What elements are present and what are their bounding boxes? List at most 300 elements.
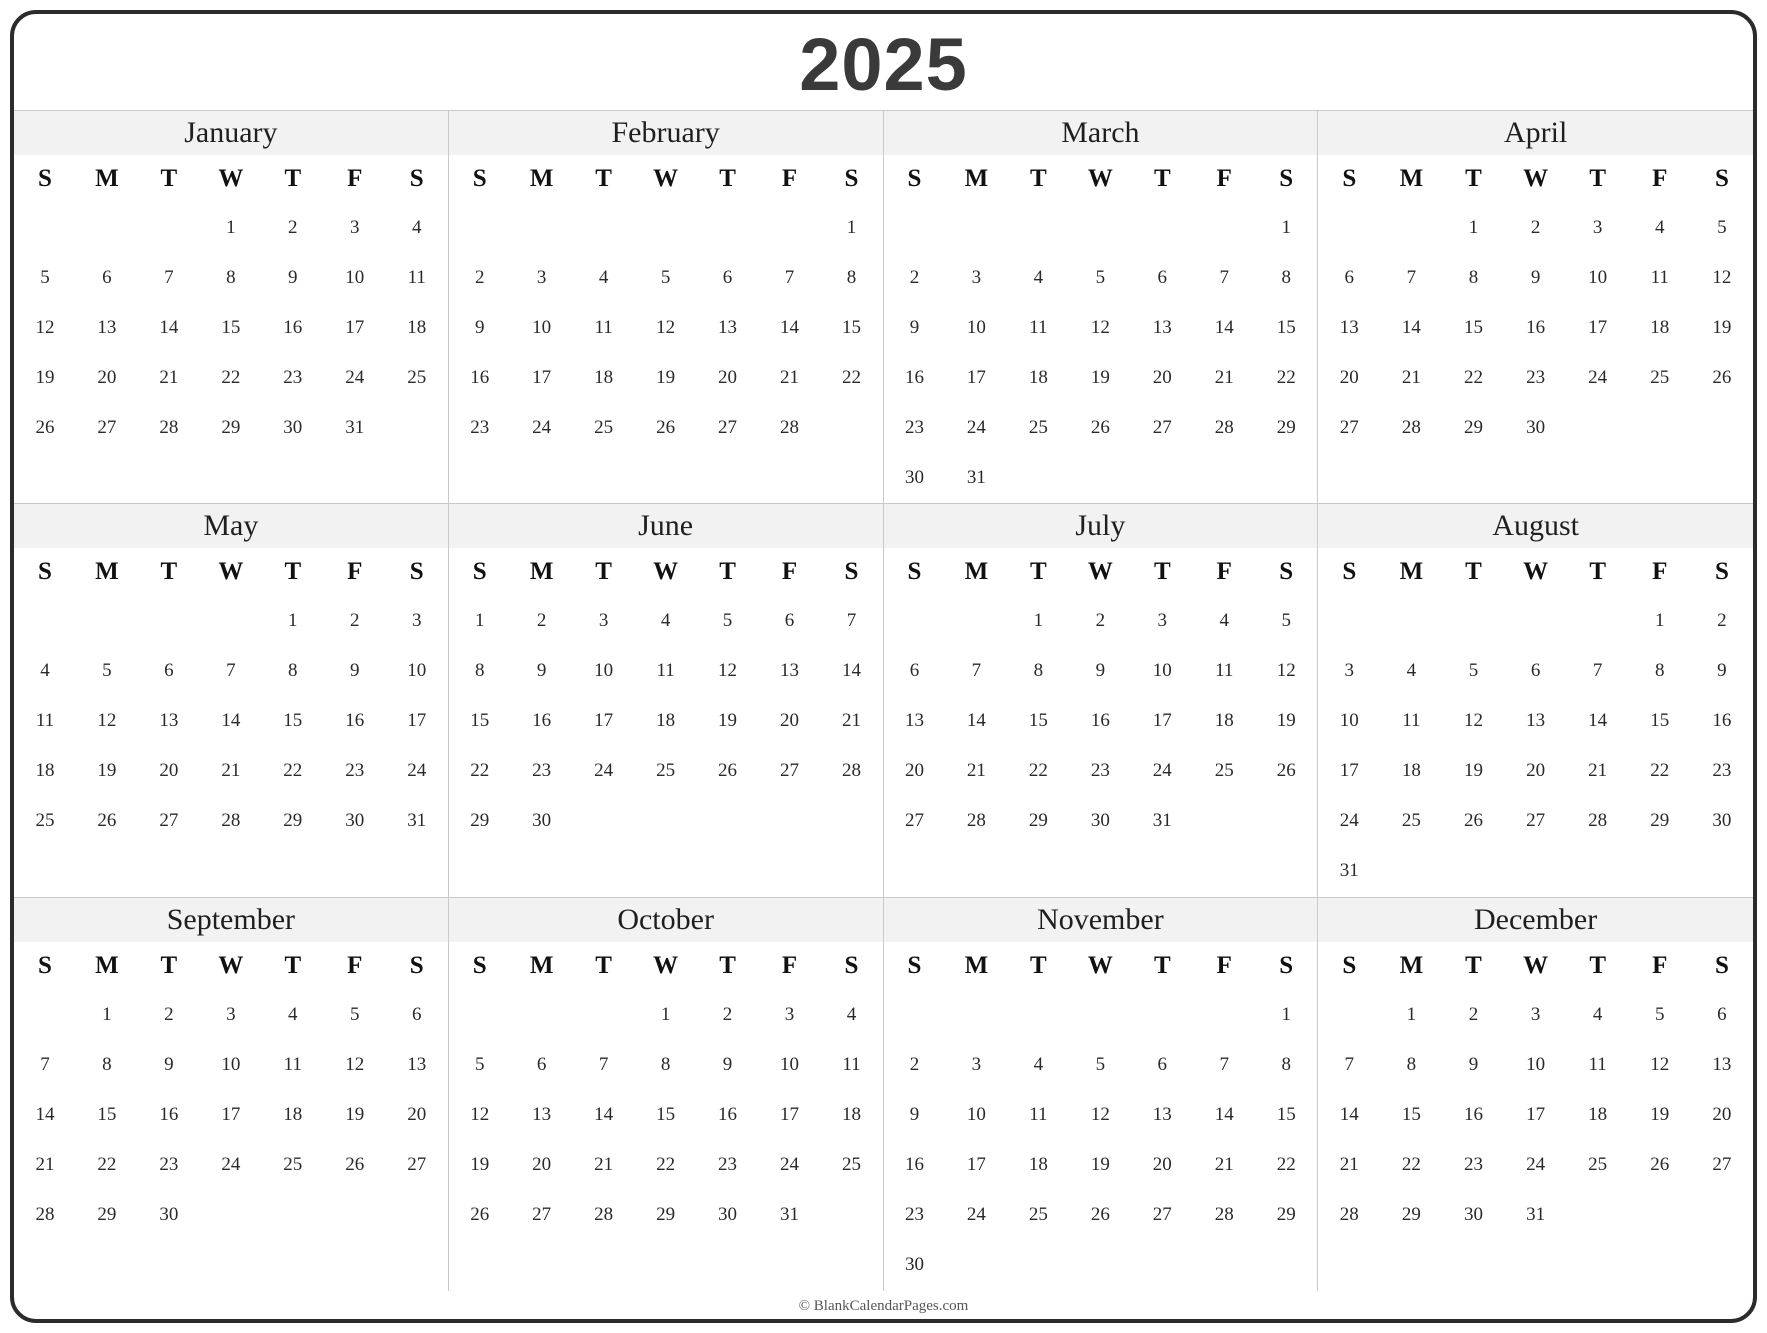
day-cell[interactable]: 16 — [1463, 1103, 1483, 1125]
day-cell[interactable]: 28 — [594, 1203, 614, 1225]
day-cell[interactable]: 10 — [966, 317, 986, 338]
day-cell[interactable]: 10 — [345, 267, 365, 288]
day-cell[interactable]: 30 — [904, 467, 924, 488]
day-cell[interactable]: 18 — [1028, 367, 1048, 388]
day-cell[interactable]: 17 — [1526, 1103, 1546, 1125]
day-cell[interactable]: 21 — [35, 1153, 55, 1175]
day-cell[interactable]: 8 — [288, 660, 298, 682]
day-cell[interactable]: 19 — [1712, 317, 1732, 338]
day-cell[interactable]: 18 — [1214, 710, 1234, 732]
day-cell[interactable]: 19 — [1276, 710, 1296, 732]
day-cell[interactable]: 26 — [345, 1153, 365, 1175]
day-cell[interactable]: 14 — [1214, 1103, 1234, 1125]
day-cell[interactable]: 22 — [1463, 367, 1483, 388]
day-cell[interactable]: 30 — [1090, 810, 1110, 832]
day-cell[interactable]: 27 — [779, 760, 799, 782]
day-cell[interactable]: 17 — [221, 1103, 241, 1125]
day-cell[interactable]: 6 — [1157, 1053, 1168, 1075]
day-cell[interactable]: 19 — [35, 367, 55, 388]
day-cell[interactable]: 8 — [660, 1053, 671, 1075]
day-cell[interactable]: 12 — [1276, 660, 1296, 682]
day-cell[interactable]: 23 — [718, 1153, 738, 1175]
day-cell[interactable]: 29 — [1463, 417, 1483, 438]
day-cell[interactable]: 4 — [660, 610, 671, 632]
day-cell[interactable]: 16 — [345, 710, 365, 732]
day-cell[interactable]: 3 — [1157, 610, 1168, 632]
day-cell[interactable]: 13 — [532, 1103, 552, 1125]
day-cell[interactable]: 11 — [1029, 1103, 1048, 1125]
day-cell[interactable]: 17 — [1152, 710, 1172, 732]
day-cell[interactable]: 19 — [1463, 760, 1483, 782]
day-cell[interactable]: 21 — [1214, 1153, 1234, 1175]
day-cell[interactable]: 20 — [1712, 1103, 1732, 1125]
day-cell[interactable]: 7 — [1219, 1053, 1229, 1075]
day-cell[interactable]: 9 — [909, 1103, 920, 1125]
day-cell[interactable]: 4 — [1406, 660, 1417, 682]
day-cell[interactable]: 28 — [966, 810, 986, 832]
day-cell[interactable]: 20 — [1152, 1153, 1172, 1175]
day-cell[interactable]: 6 — [1157, 267, 1168, 288]
day-cell[interactable]: 2 — [536, 610, 547, 632]
day-cell[interactable]: 24 — [407, 760, 427, 782]
day-cell[interactable]: 23 — [532, 760, 552, 782]
day-cell[interactable]: 20 — [904, 760, 924, 782]
day-cell[interactable]: 9 — [1717, 660, 1727, 682]
day-cell[interactable]: 10 — [1526, 1053, 1546, 1075]
day-cell[interactable]: 15 — [1028, 710, 1048, 732]
day-cell[interactable]: 8 — [102, 1053, 112, 1075]
day-cell[interactable]: 13 — [1339, 317, 1359, 338]
day-cell[interactable]: 11 — [407, 267, 426, 288]
day-cell[interactable]: 29 — [97, 1203, 117, 1225]
day-cell[interactable]: 3 — [226, 1003, 236, 1025]
day-cell[interactable]: 22 — [1276, 1153, 1296, 1175]
day-cell[interactable]: 2 — [909, 267, 920, 288]
day-cell[interactable]: 17 — [966, 1153, 986, 1175]
day-cell[interactable]: 18 — [656, 710, 676, 732]
day-cell[interactable]: 14 — [841, 660, 861, 682]
day-cell[interactable]: 31 — [779, 1203, 799, 1225]
day-cell[interactable]: 26 — [1090, 417, 1110, 438]
day-cell[interactable]: 15 — [221, 317, 241, 338]
day-cell[interactable]: 29 — [470, 810, 490, 832]
day-cell[interactable]: 14 — [35, 1103, 55, 1125]
day-cell[interactable]: 3 — [971, 267, 982, 288]
day-cell[interactable]: 14 — [779, 317, 799, 338]
day-cell[interactable]: 17 — [779, 1103, 799, 1125]
day-cell[interactable]: 19 — [345, 1103, 365, 1125]
day-cell[interactable]: 10 — [594, 660, 614, 682]
day-cell[interactable]: 10 — [966, 1103, 986, 1125]
day-cell[interactable]: 3 — [1530, 1003, 1541, 1025]
day-cell[interactable]: 23 — [283, 367, 303, 388]
day-cell[interactable]: 18 — [1028, 1153, 1048, 1175]
day-cell[interactable]: 19 — [1090, 1153, 1110, 1175]
day-cell[interactable]: 5 — [1095, 267, 1106, 288]
day-cell[interactable]: 14 — [1214, 317, 1234, 338]
day-cell[interactable]: 2 — [1717, 610, 1727, 632]
day-cell[interactable]: 15 — [1276, 317, 1296, 338]
day-cell[interactable]: 8 — [1406, 1053, 1417, 1075]
day-cell[interactable]: 1 — [288, 610, 298, 632]
day-cell[interactable]: 1 — [226, 217, 236, 238]
day-cell[interactable]: 14 — [1339, 1103, 1359, 1125]
day-cell[interactable]: 2 — [1095, 610, 1106, 632]
day-cell[interactable]: 19 — [1650, 1103, 1670, 1125]
day-cell[interactable]: 11 — [1029, 317, 1048, 338]
day-cell[interactable]: 16 — [159, 1103, 179, 1125]
day-cell[interactable]: 23 — [1463, 1153, 1483, 1175]
day-cell[interactable]: 12 — [1463, 710, 1483, 732]
day-cell[interactable]: 4 — [1219, 610, 1229, 632]
day-cell[interactable]: 29 — [1401, 1203, 1421, 1225]
day-cell[interactable]: 14 — [1401, 317, 1421, 338]
day-cell[interactable]: 8 — [1468, 267, 1479, 288]
day-cell[interactable]: 1 — [102, 1003, 112, 1025]
day-cell[interactable]: 4 — [1033, 1053, 1044, 1075]
day-cell[interactable]: 19 — [718, 710, 738, 732]
day-cell[interactable]: 2 — [288, 217, 298, 238]
day-cell[interactable]: 29 — [1276, 417, 1296, 438]
day-cell[interactable]: 1 — [474, 610, 485, 632]
day-cell[interactable]: 3 — [784, 1003, 795, 1025]
day-cell[interactable]: 30 — [1463, 1203, 1483, 1225]
day-cell[interactable]: 9 — [1468, 1053, 1479, 1075]
day-cell[interactable]: 11 — [594, 317, 613, 338]
day-cell[interactable]: 28 — [35, 1203, 55, 1225]
day-cell[interactable]: 5 — [40, 267, 50, 288]
day-cell[interactable]: 22 — [470, 760, 490, 782]
day-cell[interactable]: 29 — [1028, 810, 1048, 832]
day-cell[interactable]: 28 — [159, 417, 179, 438]
day-cell[interactable]: 31 — [1339, 860, 1359, 882]
day-cell[interactable]: 13 — [1712, 1053, 1732, 1075]
day-cell[interactable]: 28 — [841, 760, 861, 782]
day-cell[interactable]: 23 — [1526, 367, 1546, 388]
day-cell[interactable]: 6 — [1530, 660, 1541, 682]
day-cell[interactable]: 27 — [532, 1203, 552, 1225]
day-cell[interactable]: 14 — [966, 710, 986, 732]
day-cell[interactable]: 17 — [966, 367, 986, 388]
day-cell[interactable]: 18 — [35, 760, 55, 782]
day-cell[interactable]: 29 — [221, 417, 241, 438]
day-cell[interactable]: 26 — [718, 760, 738, 782]
day-cell[interactable]: 8 — [474, 660, 485, 682]
day-cell[interactable]: 27 — [1152, 1203, 1172, 1225]
day-cell[interactable]: 6 — [784, 610, 795, 632]
day-cell[interactable]: 17 — [345, 317, 365, 338]
day-cell[interactable]: 18 — [283, 1103, 303, 1125]
day-cell[interactable]: 21 — [966, 760, 986, 782]
day-cell[interactable]: 8 — [226, 267, 236, 288]
day-cell[interactable]: 16 — [470, 367, 490, 388]
day-cell[interactable]: 20 — [1526, 760, 1546, 782]
day-cell[interactable]: 15 — [97, 1103, 117, 1125]
day-cell[interactable]: 3 — [536, 267, 547, 288]
day-cell[interactable]: 27 — [718, 417, 738, 438]
day-cell[interactable]: 7 — [1406, 267, 1417, 288]
day-cell[interactable]: 31 — [1526, 1203, 1546, 1225]
day-cell[interactable]: 23 — [159, 1153, 179, 1175]
day-cell[interactable]: 30 — [159, 1203, 179, 1225]
day-cell[interactable]: 25 — [35, 810, 55, 832]
day-cell[interactable]: 21 — [159, 367, 179, 388]
day-cell[interactable]: 5 — [349, 1003, 360, 1025]
day-cell[interactable]: 3 — [1344, 660, 1355, 682]
day-cell[interactable]: 13 — [1152, 1103, 1172, 1125]
day-cell[interactable]: 30 — [718, 1203, 738, 1225]
day-cell[interactable]: 1 — [660, 1003, 671, 1025]
day-cell[interactable]: 18 — [407, 317, 427, 338]
day-cell[interactable]: 3 — [598, 610, 609, 632]
day-cell[interactable]: 30 — [1712, 810, 1732, 832]
day-cell[interactable]: 2 — [349, 610, 360, 632]
day-cell[interactable]: 3 — [349, 217, 360, 238]
day-cell[interactable]: 7 — [971, 660, 982, 682]
day-cell[interactable]: 12 — [1090, 317, 1110, 338]
day-cell[interactable]: 15 — [283, 710, 303, 732]
day-cell[interactable]: 5 — [1655, 1003, 1665, 1025]
day-cell[interactable]: 21 — [1401, 367, 1421, 388]
day-cell[interactable]: 11 — [656, 660, 675, 682]
day-cell[interactable]: 1 — [1281, 217, 1291, 238]
day-cell[interactable]: 28 — [1401, 417, 1421, 438]
day-cell[interactable]: 24 — [1526, 1153, 1546, 1175]
day-cell[interactable]: 23 — [1090, 760, 1110, 782]
day-cell[interactable]: 20 — [779, 710, 799, 732]
day-cell[interactable]: 26 — [35, 417, 55, 438]
day-cell[interactable]: 20 — [407, 1103, 427, 1125]
day-cell[interactable]: 22 — [1276, 367, 1296, 388]
day-cell[interactable]: 18 — [1588, 1103, 1608, 1125]
day-cell[interactable]: 6 — [909, 660, 920, 682]
day-cell[interactable]: 8 — [1655, 660, 1665, 682]
day-cell[interactable]: 15 — [1401, 1103, 1421, 1125]
day-cell[interactable]: 30 — [904, 1253, 924, 1275]
day-cell[interactable]: 17 — [1339, 760, 1359, 782]
day-cell[interactable]: 15 — [656, 1103, 676, 1125]
day-cell[interactable]: 5 — [474, 1053, 485, 1075]
day-cell[interactable]: 2 — [1468, 1003, 1479, 1025]
day-cell[interactable]: 18 — [594, 367, 614, 388]
day-cell[interactable]: 26 — [1650, 1153, 1670, 1175]
day-cell[interactable]: 25 — [1588, 1153, 1608, 1175]
day-cell[interactable]: 4 — [1655, 217, 1665, 238]
day-cell[interactable]: 9 — [1530, 267, 1541, 288]
day-cell[interactable]: 1 — [1655, 610, 1665, 632]
day-cell[interactable]: 27 — [97, 417, 117, 438]
day-cell[interactable]: 26 — [656, 417, 676, 438]
day-cell[interactable]: 9 — [349, 660, 360, 682]
day-cell[interactable]: 3 — [411, 610, 422, 632]
day-cell[interactable]: 26 — [1463, 810, 1483, 832]
day-cell[interactable]: 5 — [102, 660, 112, 682]
day-cell[interactable]: 24 — [1152, 760, 1172, 782]
day-cell[interactable]: 28 — [1339, 1203, 1359, 1225]
day-cell[interactable]: 12 — [718, 660, 738, 682]
day-cell[interactable]: 1 — [1406, 1003, 1417, 1025]
day-cell[interactable]: 26 — [97, 810, 117, 832]
day-cell[interactable]: 16 — [1526, 317, 1546, 338]
day-cell[interactable]: 6 — [102, 267, 112, 288]
day-cell[interactable]: 22 — [1650, 760, 1670, 782]
day-cell[interactable]: 25 — [841, 1153, 861, 1175]
day-cell[interactable]: 22 — [283, 760, 303, 782]
day-cell[interactable]: 25 — [656, 760, 676, 782]
day-cell[interactable]: 22 — [656, 1153, 676, 1175]
day-cell[interactable]: 19 — [1090, 367, 1110, 388]
day-cell[interactable]: 28 — [1588, 810, 1608, 832]
day-cell[interactable]: 8 — [846, 267, 857, 288]
day-cell[interactable]: 30 — [345, 810, 365, 832]
day-cell[interactable]: 16 — [904, 1153, 924, 1175]
day-cell[interactable]: 24 — [532, 417, 552, 438]
day-cell[interactable]: 12 — [1712, 267, 1732, 288]
day-cell[interactable]: 6 — [536, 1053, 547, 1075]
day-cell[interactable]: 20 — [97, 367, 117, 388]
day-cell[interactable]: 2 — [164, 1003, 174, 1025]
day-cell[interactable]: 13 — [779, 660, 799, 682]
day-cell[interactable]: 2 — [722, 1003, 733, 1025]
day-cell[interactable]: 7 — [1344, 1053, 1355, 1075]
day-cell[interactable]: 6 — [1717, 1003, 1727, 1025]
day-cell[interactable]: 4 — [598, 267, 609, 288]
day-cell[interactable]: 29 — [1650, 810, 1670, 832]
day-cell[interactable]: 27 — [159, 810, 179, 832]
day-cell[interactable]: 7 — [40, 1053, 50, 1075]
day-cell[interactable]: 12 — [97, 710, 117, 732]
day-cell[interactable]: 12 — [656, 317, 676, 338]
day-cell[interactable]: 18 — [841, 1103, 861, 1125]
day-cell[interactable]: 24 — [594, 760, 614, 782]
day-cell[interactable]: 7 — [1219, 267, 1229, 288]
day-cell[interactable]: 12 — [1090, 1103, 1110, 1125]
day-cell[interactable]: 14 — [159, 317, 179, 338]
day-cell[interactable]: 24 — [966, 417, 986, 438]
day-cell[interactable]: 24 — [779, 1153, 799, 1175]
day-cell[interactable]: 7 — [846, 610, 857, 632]
day-cell[interactable]: 17 — [594, 710, 614, 732]
day-cell[interactable]: 30 — [283, 417, 303, 438]
day-cell[interactable]: 7 — [226, 660, 236, 682]
day-cell[interactable]: 12 — [345, 1053, 365, 1075]
day-cell[interactable]: 5 — [1717, 217, 1727, 238]
day-cell[interactable]: 13 — [1526, 710, 1546, 732]
day-cell[interactable]: 10 — [779, 1053, 799, 1075]
day-cell[interactable]: 25 — [1028, 1203, 1048, 1225]
day-cell[interactable]: 2 — [1530, 217, 1541, 238]
day-cell[interactable]: 13 — [159, 710, 179, 732]
day-cell[interactable]: 11 — [1650, 267, 1669, 288]
day-cell[interactable]: 31 — [345, 417, 365, 438]
day-cell[interactable]: 14 — [1588, 710, 1608, 732]
day-cell[interactable]: 25 — [1650, 367, 1670, 388]
day-cell[interactable]: 10 — [1152, 660, 1172, 682]
day-cell[interactable]: 6 — [411, 1003, 422, 1025]
day-cell[interactable]: 29 — [656, 1203, 676, 1225]
day-cell[interactable]: 20 — [1339, 367, 1359, 388]
day-cell[interactable]: 15 — [470, 710, 490, 732]
day-cell[interactable]: 29 — [1276, 1203, 1296, 1225]
day-cell[interactable]: 22 — [1401, 1153, 1421, 1175]
day-cell[interactable]: 15 — [1463, 317, 1483, 338]
day-cell[interactable]: 16 — [718, 1103, 738, 1125]
day-cell[interactable]: 21 — [1214, 367, 1234, 388]
day-cell[interactable]: 25 — [1401, 810, 1421, 832]
day-cell[interactable]: 20 — [159, 760, 179, 782]
day-cell[interactable]: 10 — [1339, 710, 1359, 732]
day-cell[interactable]: 21 — [841, 710, 861, 732]
day-cell[interactable]: 14 — [221, 710, 241, 732]
day-cell[interactable]: 11 — [35, 710, 55, 732]
day-cell[interactable]: 9 — [722, 1053, 733, 1075]
day-cell[interactable]: 16 — [532, 710, 552, 732]
day-cell[interactable]: 25 — [1028, 417, 1048, 438]
day-cell[interactable]: 2 — [474, 267, 485, 288]
day-cell[interactable]: 23 — [904, 417, 924, 438]
day-cell[interactable]: 29 — [283, 810, 303, 832]
day-cell[interactable]: 19 — [656, 367, 676, 388]
day-cell[interactable]: 7 — [784, 267, 795, 288]
day-cell[interactable]: 26 — [1090, 1203, 1110, 1225]
day-cell[interactable]: 28 — [1214, 417, 1234, 438]
day-cell[interactable]: 15 — [1276, 1103, 1296, 1125]
day-cell[interactable]: 27 — [1339, 417, 1359, 438]
day-cell[interactable]: 26 — [1712, 367, 1732, 388]
day-cell[interactable]: 28 — [779, 417, 799, 438]
day-cell[interactable]: 27 — [407, 1153, 427, 1175]
day-cell[interactable]: 31 — [1152, 810, 1172, 832]
day-cell[interactable]: 11 — [1402, 710, 1421, 732]
day-cell[interactable]: 23 — [1712, 760, 1732, 782]
day-cell[interactable]: 12 — [35, 317, 55, 338]
day-cell[interactable]: 26 — [1276, 760, 1296, 782]
day-cell[interactable]: 16 — [283, 317, 303, 338]
day-cell[interactable]: 25 — [594, 417, 614, 438]
day-cell[interactable]: 30 — [532, 810, 552, 832]
day-cell[interactable]: 8 — [1033, 660, 1044, 682]
day-cell[interactable]: 20 — [1152, 367, 1172, 388]
day-cell[interactable]: 17 — [532, 367, 552, 388]
day-cell[interactable]: 31 — [966, 467, 986, 488]
day-cell[interactable]: 22 — [841, 367, 861, 388]
day-cell[interactable]: 13 — [904, 710, 924, 732]
day-cell[interactable]: 27 — [1712, 1153, 1732, 1175]
day-cell[interactable]: 31 — [407, 810, 427, 832]
day-cell[interactable]: 1 — [1281, 1003, 1291, 1025]
day-cell[interactable]: 6 — [164, 660, 174, 682]
day-cell[interactable]: 26 — [470, 1203, 490, 1225]
day-cell[interactable]: 15 — [841, 317, 861, 338]
day-cell[interactable]: 22 — [1028, 760, 1048, 782]
day-cell[interactable]: 4 — [40, 660, 50, 682]
day-cell[interactable]: 27 — [1152, 417, 1172, 438]
day-cell[interactable]: 14 — [594, 1103, 614, 1125]
day-cell[interactable]: 24 — [1339, 810, 1359, 832]
day-cell[interactable]: 6 — [722, 267, 733, 288]
day-cell[interactable]: 1 — [1033, 610, 1044, 632]
day-cell[interactable]: 28 — [221, 810, 241, 832]
day-cell[interactable]: 16 — [904, 367, 924, 388]
day-cell[interactable]: 23 — [470, 417, 490, 438]
day-cell[interactable]: 1 — [846, 217, 857, 238]
day-cell[interactable]: 21 — [779, 367, 799, 388]
day-cell[interactable]: 18 — [1401, 760, 1421, 782]
day-cell[interactable]: 28 — [1214, 1203, 1234, 1225]
day-cell[interactable]: 20 — [532, 1153, 552, 1175]
day-cell[interactable]: 7 — [1592, 660, 1603, 682]
day-cell[interactable]: 24 — [345, 367, 365, 388]
